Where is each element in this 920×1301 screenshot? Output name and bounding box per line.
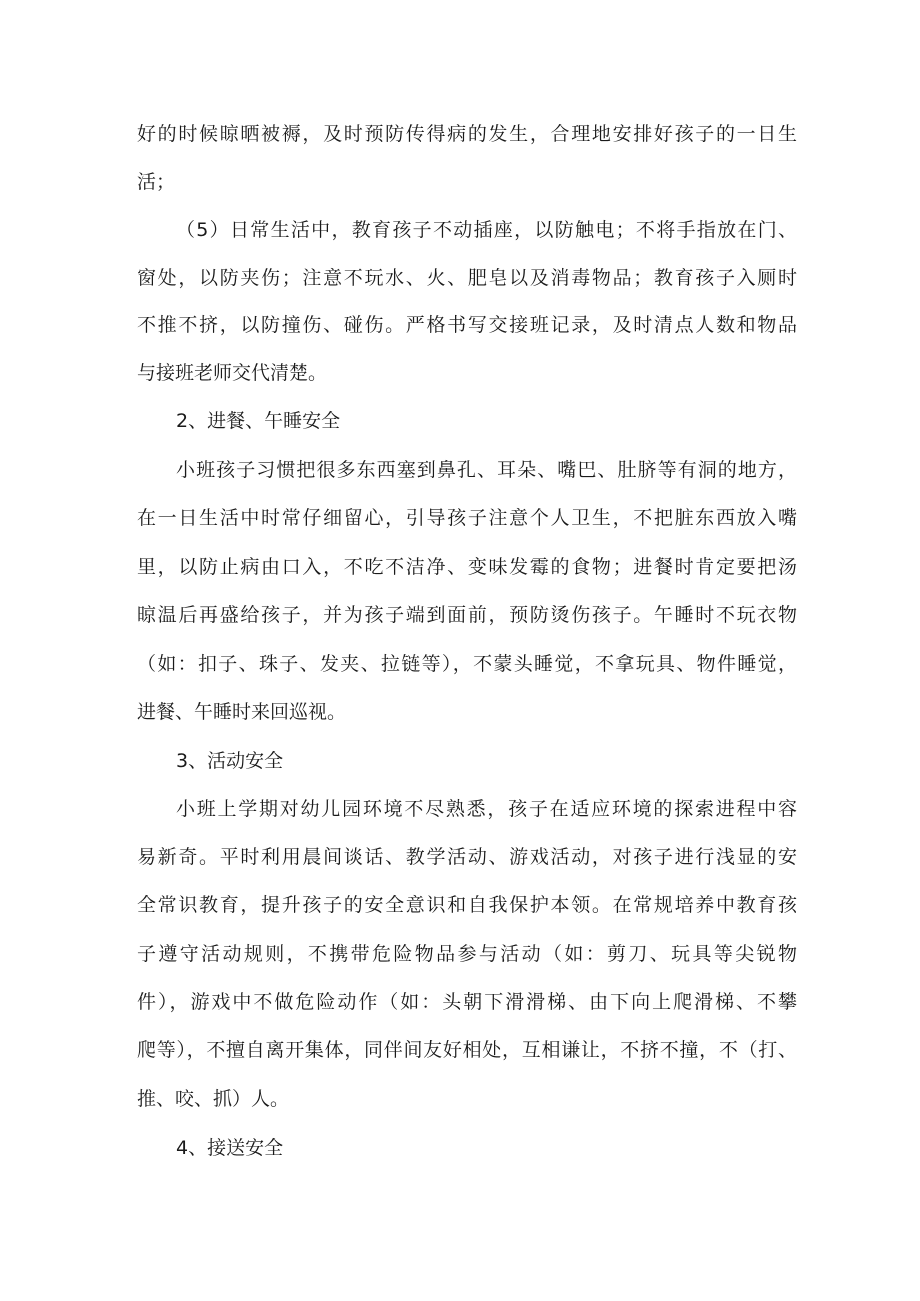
paragraph-line: 子遵守活动规则，不携带危险物品参与活动（如：剪刀、玩具等尖锐物	[137, 943, 797, 965]
paragraph-line: （5）日常生活中，教育孩子不动插座，以防触电；不将手指放在门、	[176, 219, 797, 241]
paragraph-line: 易新奇。平时利用晨间谈话、教学活动、游戏活动，对孩子进行浅显的安	[137, 846, 797, 868]
paragraph-line: 小班上学期对幼儿园环境不尽熟悉，孩子在适应环境的探索进程中容	[176, 798, 797, 820]
paragraph-line: 爬等），不擅自离开集体，同伴间友好相处，互相谦让，不挤不撞，不（打、	[137, 1039, 797, 1061]
paragraph-line: 晾温后再盛给孩子，并为孩子端到面前，预防烫伤孩子。午睡时不玩衣物	[137, 604, 797, 626]
section-heading: 3、活动安全	[176, 750, 284, 772]
paragraph-line: 全常识教育，提升孩子的安全意识和自我保护本领。在常规培养中教育孩	[137, 894, 797, 916]
section-heading: 2、进餐、午睡安全	[176, 410, 341, 432]
section-heading: 4、接送安全	[176, 1137, 284, 1159]
paragraph-line: 进餐、午睡时来回巡视。	[137, 701, 347, 723]
paragraph-line: 好的时候晾晒被褥，及时预防传得病的发生，合理地安排好孩子的一日生	[137, 123, 797, 145]
paragraph-line: 与接班老师交代清楚。	[137, 362, 328, 384]
paragraph-line: 推、咬、抓）人。	[137, 1088, 290, 1110]
paragraph-line: 窗处，以防夹伤；注意不玩水、火、肥皂以及消毒物品；教育孩子入厕时	[137, 267, 797, 289]
paragraph-line: 在一日生活中时常仔细留心，引导孩子注意个人卫生，不把脏东西放入嘴	[137, 507, 797, 529]
paragraph-line: 不推不挤，以防撞伤、碰伤。严格书写交接班记录，及时清点人数和物品	[137, 314, 797, 336]
paragraph-line: 活；	[137, 171, 176, 193]
paragraph-line: 件），游戏中不做危险动作（如：头朝下滑滑梯、由下向上爬滑梯、不攀	[137, 991, 797, 1013]
paragraph-line: 里，以防止病由口入，不吃不洁净、变味发霉的食物；进餐时肯定要把汤	[137, 556, 797, 578]
paragraph-line: 小班孩子习惯把很多东西塞到鼻孔、耳朵、嘴巴、肚脐等有洞的地方，	[176, 459, 797, 481]
paragraph-line: （如：扣子、珠子、发夹、拉链等），不蒙头睡觉，不拿玩具、物件睡觉，	[137, 653, 797, 675]
